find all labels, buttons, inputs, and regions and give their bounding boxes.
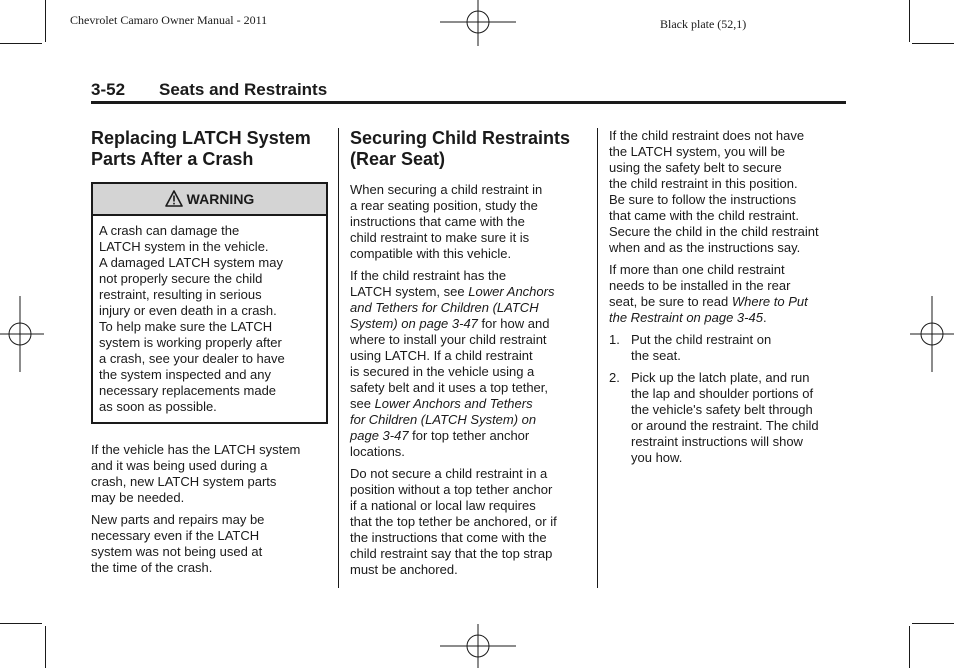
text-line: position without a top tether anchor — [350, 482, 553, 497]
text-line: the lap and shoulder portions of — [631, 386, 814, 401]
text-line: When securing a child restraint in — [350, 182, 543, 197]
paragraph — [350, 182, 586, 262]
text-line: system is working properly after — [99, 335, 282, 350]
section-title: Seats and Restraints — [159, 80, 328, 99]
cross-reference-link[interactable]: System) on page 3-47 — [350, 316, 478, 331]
text-line: child restraint to make sure it is — [350, 230, 530, 245]
text-line: A damaged LATCH system may — [99, 255, 283, 270]
text-line: Secure the child in the child restraint — [609, 224, 819, 239]
text-line: the instructions that come with the — [350, 530, 547, 545]
text-line: instructions that came with the — [350, 214, 525, 229]
registration-mark-left — [0, 296, 44, 372]
paragraph — [91, 512, 328, 576]
list-item — [609, 370, 849, 466]
page-heading — [91, 80, 327, 100]
text-line: To help make sure the LATCH — [99, 319, 273, 334]
text-line: if a national or local law requires — [350, 498, 536, 513]
text-line: LATCH system in the vehicle. — [99, 239, 269, 254]
text-line: the LATCH system, you will be — [609, 144, 786, 159]
text-line: restraint instructions will show — [631, 434, 803, 449]
text-line: If more than one child restraint — [609, 262, 785, 277]
heading-line: Replacing LATCH System — [91, 128, 311, 148]
text-line — [350, 284, 586, 300]
text-line: or around the restraint. The child — [631, 418, 819, 433]
column-divider-1 — [338, 128, 339, 588]
text-run: for top tether anchor — [408, 428, 530, 443]
text-line: the time of the crash. — [91, 560, 213, 575]
paragraph — [350, 268, 586, 460]
text-run: seat, be sure to read — [609, 294, 732, 309]
page-number: 3-52 — [91, 80, 126, 99]
text-line: safety belt and it uses a top tether, — [350, 380, 549, 395]
text-line: the child restraint in this position. — [609, 176, 798, 191]
text-line — [350, 412, 586, 428]
text-line: the vehicle's safety belt through — [631, 402, 813, 417]
warning-header — [93, 184, 326, 216]
text-line: If the child restraint does not have — [609, 128, 805, 143]
column-3 — [609, 128, 849, 472]
text-line — [350, 428, 586, 444]
text-line: child restraint say that the top strap — [350, 546, 553, 561]
heading-line: Securing Child Restraints — [350, 128, 571, 148]
text-line: If the vehicle has the LATCH system — [91, 442, 301, 457]
column-divider-2 — [597, 128, 598, 588]
text-run: see — [350, 396, 375, 411]
text-line: using the safety belt to secure — [609, 160, 782, 175]
cross-reference-link[interactable]: for Children (LATCH System) on — [350, 412, 537, 427]
step-number: 1. — [609, 332, 620, 347]
steps-list — [609, 332, 849, 466]
section-heading-securing-child-restraints — [350, 128, 586, 170]
warning-text — [93, 216, 326, 422]
text-run: . — [762, 310, 767, 325]
text-line: that came with the child restraint. — [609, 208, 800, 223]
text-line: restraint, resulting in serious — [99, 287, 262, 302]
text-line: where to install your child restraint — [350, 332, 547, 347]
text-line: that the top tether be anchored, or if — [350, 514, 557, 529]
text-line: is secured in the vehicle using a — [350, 364, 535, 379]
section-heading-replacing-latch — [91, 128, 328, 170]
text-line: using LATCH. If a child restraint — [350, 348, 533, 363]
text-line — [350, 316, 586, 332]
manual-title: Chevrolet Camaro Owner Manual - 2011 — [70, 13, 268, 27]
cross-reference-link[interactable]: page 3-47 — [350, 428, 409, 443]
list-item — [609, 332, 849, 364]
step-number: 2. — [609, 370, 620, 385]
text-line: the seat. — [631, 348, 681, 363]
heading-line: (Rear Seat) — [350, 149, 446, 169]
paragraph — [609, 262, 849, 326]
text-line — [609, 310, 849, 326]
heading-rule — [91, 101, 846, 104]
text-line: a crash, see your dealer to have — [99, 351, 285, 366]
paragraph — [609, 128, 849, 256]
text-run: LATCH system, see — [350, 284, 469, 299]
text-line: and it was being used during a — [91, 458, 268, 473]
cross-reference-link[interactable]: Lower Anchors and Tethers — [374, 396, 533, 411]
text-line: injury or even death in a crash. — [99, 303, 277, 318]
cross-reference-link[interactable]: and Tethers for Children (LATCH — [350, 300, 539, 315]
text-line: If the child restraint has the — [350, 268, 507, 283]
text-line: Do not secure a child restraint in a — [350, 466, 548, 481]
text-line: A crash can damage the — [99, 223, 240, 238]
text-line: needs to be installed in the rear — [609, 278, 791, 293]
text-line: necessary replacements made — [99, 383, 277, 398]
cross-reference-link[interactable]: the Restraint on page 3-45 — [609, 310, 763, 325]
text-line: locations. — [350, 444, 405, 459]
registration-mark-right — [910, 296, 954, 372]
text-line — [350, 300, 586, 316]
text-line: system was not being used at — [91, 544, 263, 559]
text-line: crash, new LATCH system parts — [91, 474, 277, 489]
text-line: Be sure to follow the instructions — [609, 192, 797, 207]
paragraph — [350, 466, 586, 578]
registration-mark-top — [440, 0, 516, 48]
warning-box — [91, 182, 328, 424]
text-line: not properly secure the child — [99, 271, 263, 286]
warning-label: WARNING — [186, 191, 255, 207]
text-line: New parts and repairs may be — [91, 512, 265, 527]
text-line — [350, 396, 586, 412]
text-line: compatible with this vehicle. — [350, 246, 512, 261]
text-line: necessary even if the LATCH — [91, 528, 260, 543]
heading-line: Parts After a Crash — [91, 149, 254, 169]
text-line: the system inspected and any — [99, 367, 271, 382]
text-line: may be needed. — [91, 490, 185, 505]
plate-label: Black plate (52,1) — [660, 17, 747, 31]
cross-reference-link[interactable]: Where to Put — [731, 294, 808, 309]
registration-mark-bottom — [440, 622, 516, 668]
text-line: a rear seating position, study the — [350, 198, 538, 213]
warning-triangle-icon — [165, 190, 183, 207]
text-line: you how. — [631, 450, 683, 465]
column-1 — [91, 128, 328, 576]
column-2 — [350, 128, 586, 578]
text-line: must be anchored. — [350, 562, 458, 577]
paragraph — [91, 442, 328, 506]
text-line — [609, 294, 849, 310]
text-line: when and as the instructions say. — [609, 240, 801, 255]
text-line: Put the child restraint on — [631, 332, 772, 347]
text-line: Pick up the latch plate, and run — [631, 370, 810, 385]
text-line: as soon as possible. — [99, 399, 217, 414]
text-run: for how and — [477, 316, 550, 331]
cross-reference-link[interactable]: Lower Anchors — [468, 284, 555, 299]
